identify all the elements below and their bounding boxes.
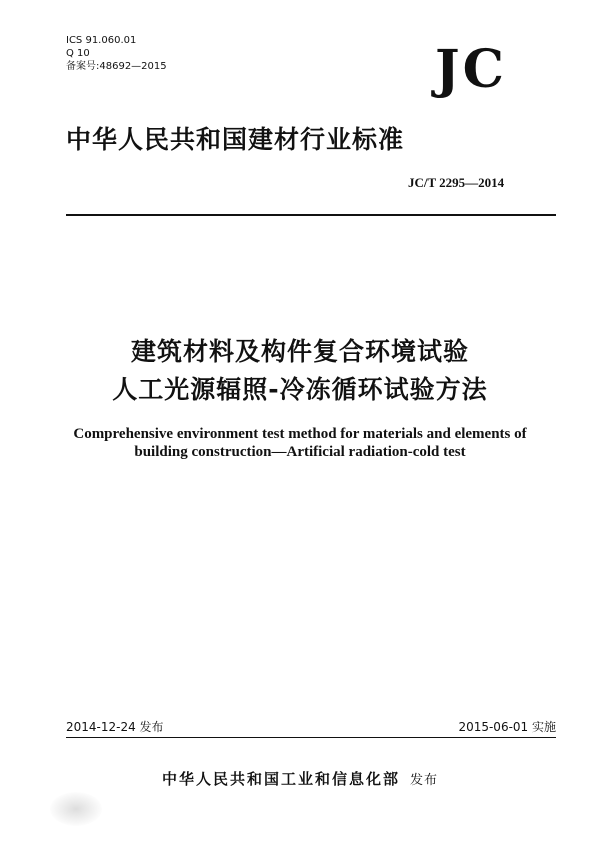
en-title-line2: building construction—Artificial radiation-cold test	[134, 444, 466, 460]
record-number: 备案号:48692—2015	[66, 61, 167, 72]
ccs-code: Q 10	[66, 48, 90, 59]
standard-title: 中华人民共和国建材行业标准	[66, 125, 405, 154]
ics-code: ICS 91.060.01	[66, 35, 137, 46]
publisher-name: 中华人民共和国工业和信息化部	[161, 770, 400, 788]
cn-title-line2: 人工光源辐照-冷冻循环试验方法	[112, 375, 488, 404]
top-rule	[66, 214, 556, 216]
standard-code: JC/T 2295—2014	[408, 175, 505, 190]
effective-date: 2015-06-01 实施	[458, 720, 556, 734]
publisher-line	[0, 768, 600, 789]
faded-stamp	[50, 792, 102, 826]
jc-logo: JC	[435, 39, 507, 100]
issue-date: 2014-12-24 发布	[66, 720, 164, 734]
publisher-suffix: 发布	[410, 773, 439, 788]
cn-title-line1: 建筑材料及构件复合环境试验	[130, 337, 469, 366]
en-title-line1: Comprehensive environment test method for materials and elements of	[73, 426, 527, 442]
bottom-rule	[66, 737, 556, 738]
